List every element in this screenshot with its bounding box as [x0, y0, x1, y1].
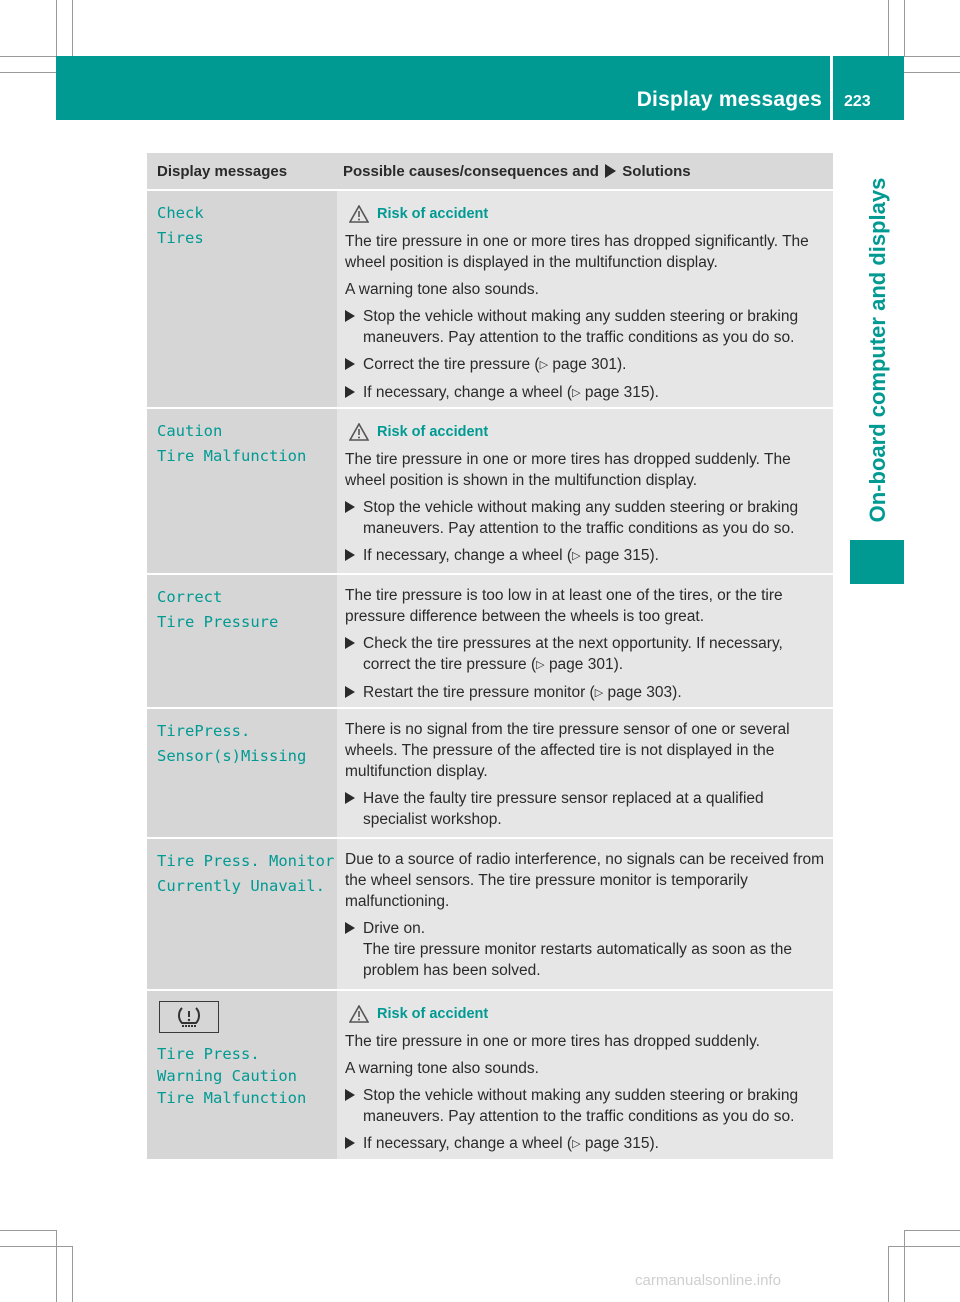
crop-mark — [72, 0, 73, 56]
page-reference-link[interactable]: page 315). — [584, 547, 659, 564]
crop-mark — [0, 72, 56, 73]
step-arrow-icon — [345, 1137, 355, 1149]
message-cell: TirePress. Sensor(s)Missing — [147, 709, 337, 837]
solution-cell: Risk of accident The tire pressure in one or more tires has dropped significantly. The wheel position is displayed in the multifunction display. A warning tone also sounds. Stop the vehicle without making any sudden steering or braking maneuvers. Pay attention to the traffic conditions as you do so. Correct the tire pressure (▷ page 301). If necessary, change a wheel (▷ page 315). — [337, 191, 833, 407]
crop-mark — [904, 72, 960, 73]
crop-mark — [0, 1246, 72, 1247]
crop-mark — [888, 1246, 889, 1302]
step-arrow-icon — [345, 686, 355, 698]
crop-mark — [904, 1230, 960, 1231]
page-title: Display messages — [636, 88, 822, 111]
crop-mark — [0, 1230, 56, 1231]
page-ref-icon: ▷ — [572, 550, 581, 562]
solution-arrow-icon — [605, 164, 616, 178]
page-reference-link[interactable]: page 315). — [584, 1135, 659, 1152]
step-arrow-icon — [345, 637, 355, 649]
crop-mark — [904, 56, 960, 57]
instruction-step: Correct the tire pressure (▷ page 301). — [345, 354, 829, 376]
page-reference-link[interactable]: page 315). — [584, 384, 659, 401]
crop-mark — [888, 0, 889, 56]
tire-pressure-warning-icon — [159, 1001, 219, 1033]
solution-cell: There is no signal from the tire pressure sensor of one or several wheels. The pressure of the affected tire is not displayed in the multifunction display. Have the faulty tire pressure sensor replaced at a qualified specialist workshop. — [337, 709, 833, 837]
page-ref-icon: ▷ — [539, 359, 549, 371]
column-header-solutions: Possible causes/consequences and Solutions — [343, 162, 691, 180]
message-cell: Caution Tire Malfunction — [147, 409, 337, 573]
warning-heading: Risk of accident — [345, 423, 829, 441]
table-row — [147, 989, 833, 1159]
table-row — [147, 837, 833, 989]
warning-heading: Risk of accident — [345, 1005, 829, 1023]
instruction-step: Stop the vehicle without making any sudden steering or braking maneuvers. Pay attention to the traffic conditions as you do so. — [345, 306, 829, 348]
instruction-step: Stop the vehicle without making any sudden steering or braking maneuvers. Pay attention to the traffic conditions as you do so. — [345, 1085, 829, 1127]
table-row — [147, 407, 833, 573]
page-ref-icon: ▷ — [536, 659, 545, 671]
crop-mark — [904, 0, 905, 56]
solution-cell: Risk of accident The tire pressure in one or more tires has dropped suddenly. The wheel position is shown in the multifunction display. Stop the vehicle without making any sudden steering or braking maneuvers. Pay attention to the traffic conditions as you do so. If necessary, change a wheel (▷ page 315). — [337, 409, 833, 573]
step-arrow-icon — [345, 792, 355, 804]
page-ref-icon: ▷ — [594, 687, 604, 699]
side-section-label: On-board computer and displays — [865, 177, 890, 523]
instruction-step: Have the faulty tire pressure sensor replaced at a qualified specialist workshop. — [345, 788, 829, 830]
crop-mark — [904, 1230, 905, 1302]
step-arrow-icon — [345, 549, 355, 561]
crop-mark — [72, 1246, 73, 1302]
instruction-step: Check the tire pressures at the next opportunity. If necessary, correct the tire pressure (▷ page 301). — [345, 633, 829, 676]
solution-cell: The tire pressure is too low in at least one of the tires, or the tire pressure difference between the wheels is too great. Check the tire pressures at the next opportunity. If necessary, correct the tire pressure (▷ page 301). Restart the tire pressure monitor (▷ page 303). — [337, 575, 833, 707]
step-arrow-icon — [345, 1089, 355, 1101]
page-ref-icon: ▷ — [572, 387, 581, 399]
step-arrow-icon — [345, 358, 355, 370]
instruction-step: If necessary, change a wheel (▷ page 315). — [345, 1133, 829, 1155]
solution-cell: Due to a source of radio interference, no signals can be received from the wheel sensors. The tire pressure monitor is temporarily malfunctioning. Drive on. The tire pressure monitor restarts automatically as soon as the problem has been solved. — [337, 839, 833, 989]
watermark: carmanualsonline.info — [635, 1272, 781, 1289]
message-cell: Tire Press. Warning Caution Tire Malfunction — [147, 991, 337, 1159]
instruction-step: If necessary, change a wheel (▷ page 315). — [345, 382, 829, 404]
side-tab-marker — [850, 540, 904, 584]
page-number: 223 — [844, 93, 871, 110]
column-header-messages: Display messages — [157, 162, 288, 180]
table-header — [147, 153, 833, 189]
instruction-step: Restart the tire pressure monitor (▷ page 303). — [345, 682, 829, 704]
step-arrow-icon — [345, 310, 355, 322]
message-cell: Tire Press. Monitor Currently Unavail. — [147, 839, 337, 989]
message-cell: Check Tires — [147, 191, 337, 407]
crop-mark — [0, 56, 56, 57]
table-row — [147, 573, 833, 707]
page-reference-link[interactable]: page 303). — [607, 684, 682, 701]
warning-triangle-icon — [349, 423, 369, 441]
crop-mark — [888, 1246, 960, 1247]
page-reference-link[interactable]: page 301). — [548, 656, 624, 673]
solution-cell: Risk of accident The tire pressure in one or more tires has dropped suddenly. A warning tone also sounds. Stop the vehicle without making any sudden steering or braking maneuvers. Pay attention to the traffic conditions as you do so. If necessary, change a wheel (▷ page 315). — [337, 991, 833, 1159]
message-cell: Correct Tire Pressure — [147, 575, 337, 707]
page-ref-icon: ▷ — [572, 1138, 581, 1150]
warning-triangle-icon — [349, 1005, 369, 1023]
instruction-step: Stop the vehicle without making any sudden steering or braking maneuvers. Pay attention to the traffic conditions as you do so. — [345, 497, 829, 539]
table-row — [147, 189, 833, 407]
step-arrow-icon — [345, 501, 355, 513]
header-separator — [830, 56, 833, 120]
step-arrow-icon — [345, 922, 355, 934]
warning-heading: Risk of accident — [345, 205, 829, 223]
page-reference-link[interactable]: page 301). — [552, 356, 627, 373]
display-messages-table — [147, 153, 833, 1159]
table-row — [147, 707, 833, 837]
warning-triangle-icon — [349, 205, 369, 223]
step-arrow-icon — [345, 386, 355, 398]
crop-mark — [56, 1230, 57, 1302]
instruction-step: If necessary, change a wheel (▷ page 315). — [345, 545, 829, 567]
crop-mark — [56, 0, 57, 56]
instruction-step: Drive on. The tire pressure monitor restarts automatically as soon as the problem has been solved. — [345, 918, 829, 981]
